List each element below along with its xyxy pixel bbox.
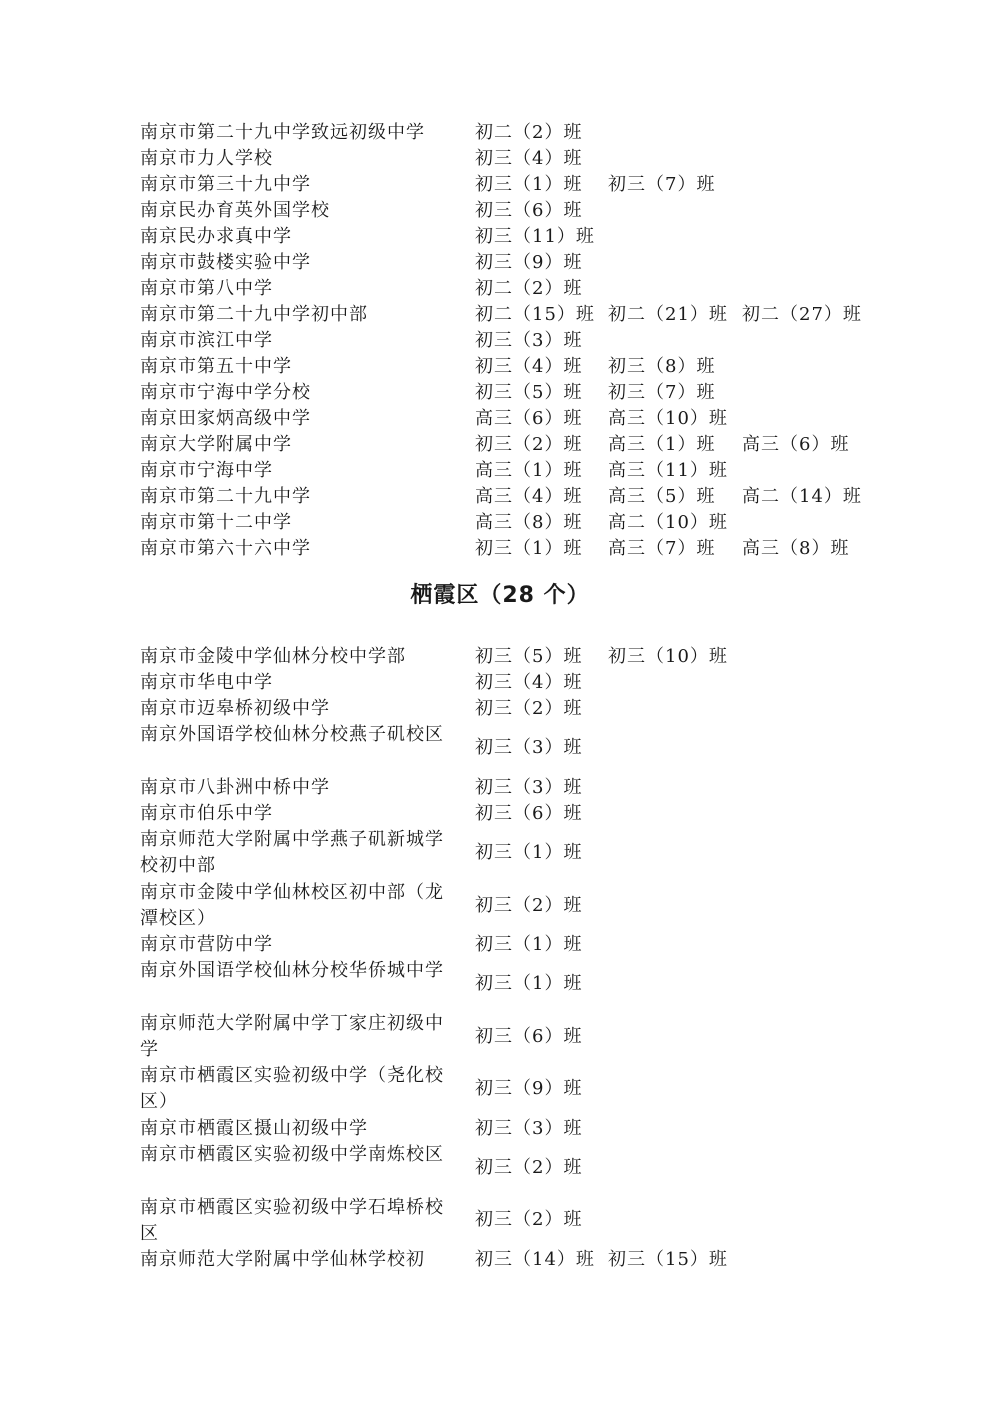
school-name: 南京市栖霞区实验初级中学南炼校区 [140, 1144, 444, 1165]
class-label: 初三（14）班 [475, 1249, 595, 1270]
school-name: 南京市第二十九中学初中部 [140, 304, 368, 325]
class-label: 初三（1）班 [475, 973, 583, 994]
class-label: 高三（8）班 [475, 512, 583, 533]
class-label: 初三（11）班 [475, 226, 595, 247]
school-name: 南京市栖霞区实验初级中学石埠桥校区 [140, 1197, 444, 1244]
class-label: 初三（1）班 [475, 934, 583, 955]
class-label: 初三（2）班 [475, 1209, 583, 1230]
class-label: 高三（7）班 [608, 538, 716, 559]
class-label: 初三（8）班 [608, 356, 716, 377]
class-label: 初二（2）班 [475, 122, 583, 143]
class-label: 初三（2）班 [475, 698, 583, 719]
class-label: 初三（5）班 [475, 382, 583, 403]
school-name: 南京市第二十九中学 [140, 486, 311, 507]
school-name: 南京民办育英外国学校 [140, 200, 330, 221]
class-label: 初三（4）班 [475, 148, 583, 169]
class-label: 初三（2）班 [475, 895, 583, 916]
class-label: 初二（27）班 [742, 304, 862, 325]
class-label: 初二（15）班 [475, 304, 595, 325]
class-label: 高三（4）班 [475, 486, 583, 507]
class-label: 初三（10）班 [608, 646, 728, 667]
school-name: 南京市第三十九中学 [140, 174, 311, 195]
school-name: 南京市宁海中学分校 [140, 382, 311, 403]
class-label: 初三（7）班 [608, 382, 716, 403]
class-label: 初二（2）班 [475, 278, 583, 299]
class-label: 初三（15）班 [608, 1249, 728, 1270]
class-label: 初三（1）班 [475, 538, 583, 559]
school-name: 南京外国语学校仙林分校华侨城中学 [140, 960, 444, 981]
school-name: 南京市力人学校 [140, 148, 273, 169]
class-label: 初三（9）班 [475, 1078, 583, 1099]
school-name: 南京市鼓楼实验中学 [140, 252, 311, 273]
school-name: 南京市华电中学 [140, 672, 273, 693]
school-name: 南京市金陵中学仙林校区初中部（龙潭校区） [140, 882, 444, 929]
school-name: 南京市第六十六中学 [140, 538, 311, 559]
class-label: 高三（8）班 [742, 538, 850, 559]
class-label: 初三（6）班 [475, 1026, 583, 1047]
school-name: 南京师范大学附属中学丁家庄初级中学 [140, 1013, 444, 1060]
class-label: 初三（2）班 [475, 1157, 583, 1178]
school-name: 南京田家炳高级中学 [140, 408, 311, 429]
school-name: 南京师范大学附属中学仙林学校初 [140, 1249, 425, 1270]
class-label: 高三（6）班 [475, 408, 583, 429]
class-label: 初三（2）班 [475, 434, 583, 455]
class-label: 高三（1）班 [608, 434, 716, 455]
class-label: 初三（5）班 [475, 646, 583, 667]
class-label: 初三（3）班 [475, 330, 583, 351]
school-name: 南京外国语学校仙林分校燕子矶校区 [140, 724, 444, 745]
school-name: 南京市第二十九中学致远初级中学 [140, 122, 425, 143]
class-label: 高三（5）班 [608, 486, 716, 507]
class-label: 初三（3）班 [475, 1118, 583, 1139]
class-label: 初三（7）班 [608, 174, 716, 195]
class-label: 初三（3）班 [475, 737, 583, 758]
class-label: 初三（3）班 [475, 777, 583, 798]
school-name: 南京市第五十中学 [140, 356, 292, 377]
class-label: 初三（9）班 [475, 252, 583, 273]
class-label: 初三（1）班 [475, 842, 583, 863]
class-label: 初三（6）班 [475, 200, 583, 221]
school-name: 南京市八卦洲中桥中学 [140, 777, 330, 798]
school-name: 南京大学附属中学 [140, 434, 292, 455]
class-label: 初三（6）班 [475, 803, 583, 824]
school-name: 南京市营防中学 [140, 934, 273, 955]
class-label: 高三（10）班 [608, 408, 728, 429]
section-heading-qixia: 栖霞区（28 个） [410, 583, 590, 608]
school-name: 南京市栖霞区摄山初级中学 [140, 1118, 368, 1139]
school-name: 南京市金陵中学仙林分校中学部 [140, 646, 406, 667]
school-name: 南京市迈皋桥初级中学 [140, 698, 330, 719]
class-label: 高二（14）班 [742, 486, 862, 507]
class-label: 初三（1）班 [475, 174, 583, 195]
class-label: 高二（10）班 [608, 512, 728, 533]
class-label: 初三（4）班 [475, 672, 583, 693]
school-name: 南京市第十二中学 [140, 512, 292, 533]
class-label: 高三（1）班 [475, 460, 583, 481]
school-name: 南京市滨江中学 [140, 330, 273, 351]
school-name: 南京市伯乐中学 [140, 803, 273, 824]
class-label: 初二（21）班 [608, 304, 728, 325]
class-label: 初三（4）班 [475, 356, 583, 377]
class-label: 高三（6）班 [742, 434, 850, 455]
school-name: 南京市第八中学 [140, 278, 273, 299]
school-name: 南京市宁海中学 [140, 460, 273, 481]
class-label: 高三（11）班 [608, 460, 728, 481]
school-name: 南京市栖霞区实验初级中学（尧化校区） [140, 1065, 444, 1112]
school-name: 南京民办求真中学 [140, 226, 292, 247]
school-name: 南京师范大学附属中学燕子矶新城学校初中部 [140, 829, 444, 876]
